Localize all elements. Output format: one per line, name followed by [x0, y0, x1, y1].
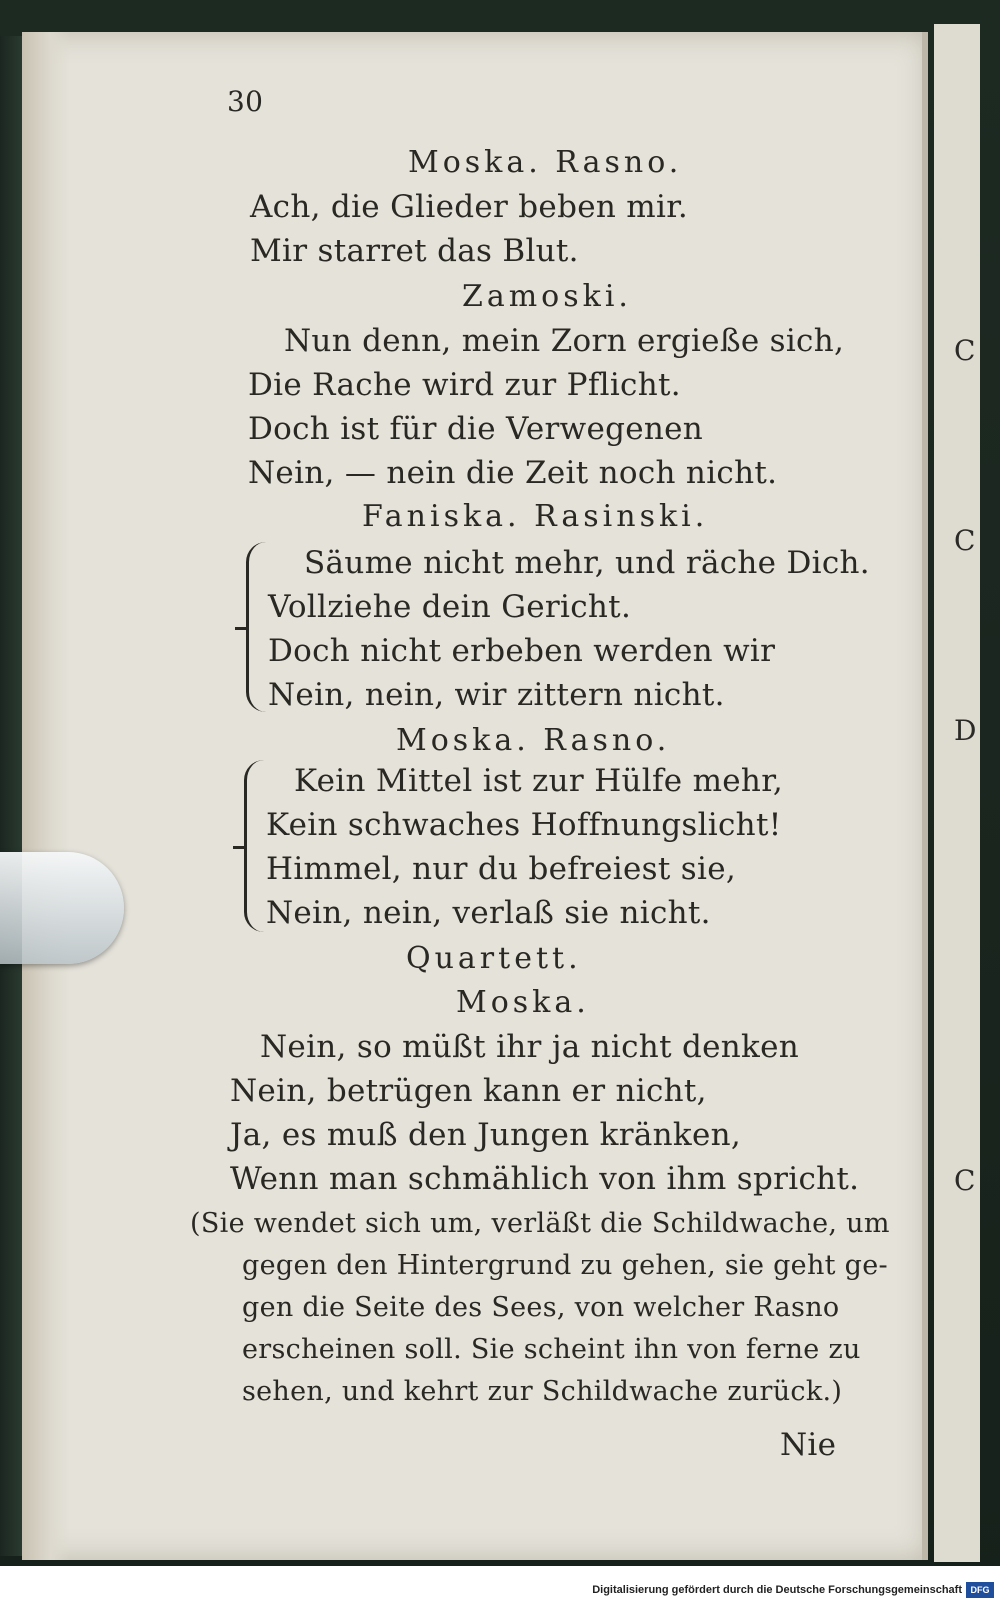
verse-line: Wenn man schmählich von ihm spricht. — [230, 1161, 860, 1197]
verse-line: Mir starret das Blut. — [250, 233, 579, 269]
facing-page-edge — [934, 24, 980, 1562]
verse-line: Vollziehe dein Gericht. — [268, 589, 632, 625]
speaker-heading: Faniska. Rasinski. — [362, 499, 709, 534]
verse-line: Nein, betrügen kann er nicht, — [230, 1073, 707, 1109]
book-page — [22, 32, 928, 1560]
speaker-heading: Zamoski. — [462, 279, 632, 314]
verse-line: Himmel, nur du befreiest sie, — [266, 851, 737, 887]
page-text — [22, 32, 928, 1560]
funding-credit: Digitalisierung gefördert durch die Deutsche Forschungsgemeinschaft — [592, 1584, 962, 1596]
speaker-heading: Moska. — [456, 985, 590, 1020]
verse-line: Ja, es muß den Jungen kränken, — [230, 1117, 742, 1153]
verse-line: Nein, so müßt ihr ja nicht denken — [260, 1029, 800, 1065]
verse-line: Säume nicht mehr, und räche Dich. — [304, 545, 870, 581]
stage-direction: gen die Seite des Sees, von welcher Rasno — [242, 1292, 840, 1323]
stage-direction: sehen, und kehrt zur Schildwache zurück.) — [242, 1376, 843, 1407]
verse-line: Kein Mittel ist zur Hülfe mehr, — [294, 763, 784, 799]
binding-strip — [0, 36, 22, 1556]
verse-line: Nun denn, mein Zorn ergieße sich, — [284, 323, 845, 359]
verse-line: Doch nicht erbeben werden wir — [268, 633, 776, 669]
verse-line: Doch ist für die Verwegenen — [248, 411, 704, 447]
verse-line: Die Rache wird zur Pflicht. — [248, 367, 681, 403]
stage-direction: erscheinen soll. Sie scheint ihn von ferne zu — [242, 1334, 861, 1365]
facing-page-glyph: C — [954, 334, 976, 367]
section-heading: Quartett. — [406, 941, 582, 976]
stage-direction: gegen den Hintergrund zu gehen, sie geht ge- — [242, 1250, 888, 1281]
facing-page-glyph: D — [954, 714, 977, 747]
verse-brace — [246, 542, 267, 712]
verse-line: Nein, nein, wir zittern nicht. — [268, 677, 725, 713]
dfg-logo: DFG — [966, 1582, 994, 1598]
catchword: Nie — [780, 1427, 837, 1463]
speaker-heading: Moska. Rasno. — [396, 723, 671, 758]
verse-brace — [244, 760, 265, 932]
verse-line: Kein schwaches Hoffnungslicht! — [266, 807, 782, 843]
verse-line: Ach, die Glieder beben mir. — [250, 189, 689, 225]
speaker-heading: Moska. Rasno. — [408, 145, 683, 180]
verse-line: Nein, nein, verlaß sie nicht. — [266, 895, 711, 931]
footer-bar — [0, 1566, 1000, 1606]
facing-page-glyph: C — [954, 1164, 976, 1197]
page-number: 30 — [227, 85, 264, 118]
page-clip — [0, 852, 124, 964]
verse-line: Nein, — nein die Zeit noch nicht. — [248, 455, 778, 491]
facing-page-glyph: C — [954, 524, 976, 557]
stage-direction: (Sie wendet sich um, verläßt die Schildwache, um — [190, 1208, 890, 1239]
